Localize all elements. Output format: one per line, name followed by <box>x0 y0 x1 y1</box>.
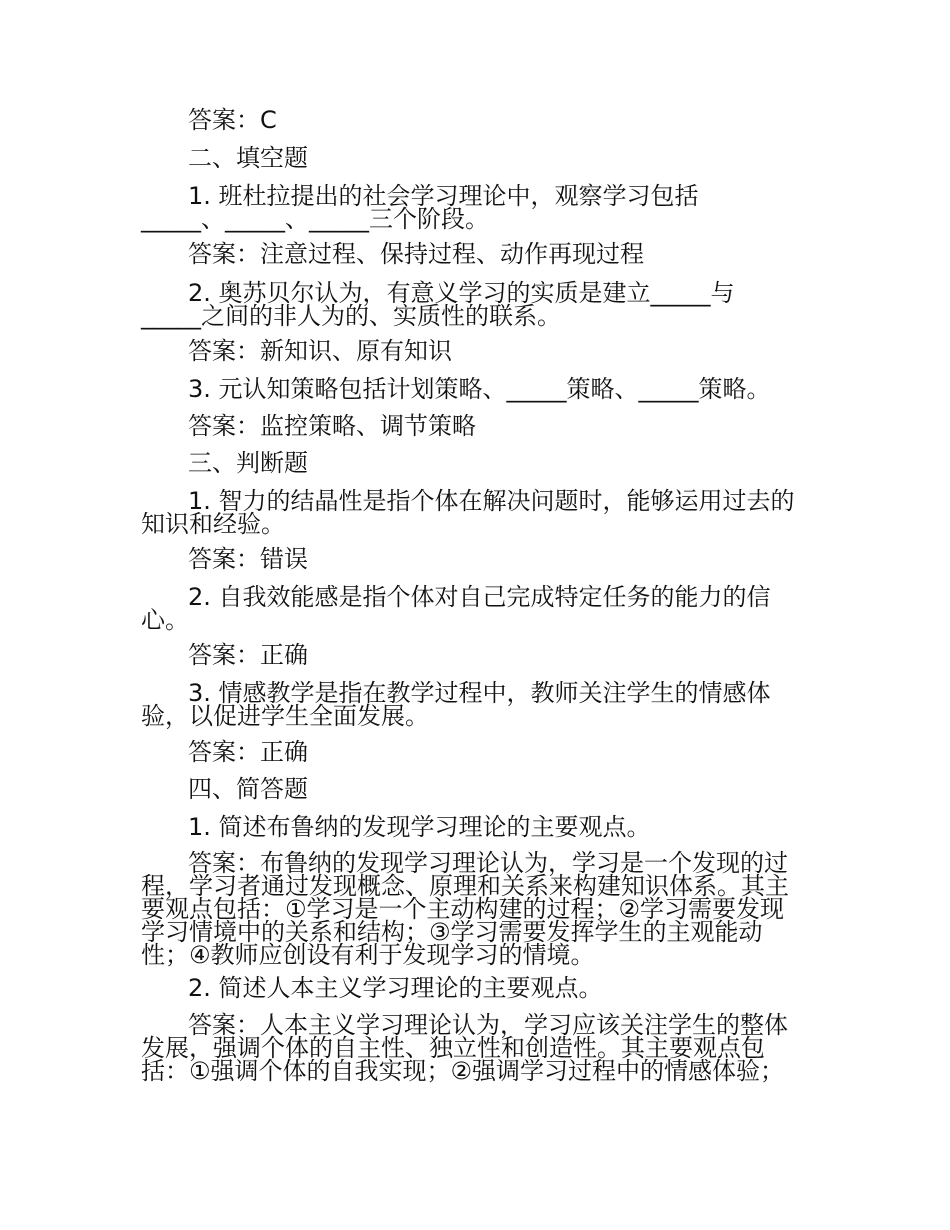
answer-line: 答案：正确 <box>188 738 308 766</box>
answer-paragraph-line: 括：①强调个体的自我实现；②强调学习过程中的情感体验； <box>141 1057 785 1085</box>
answer-line: 答案：正确 <box>188 641 308 669</box>
answer-paragraph-line: 发展，强调个体的自主性、独立性和创造性。其主要观点包 <box>141 1034 765 1062</box>
question-line: 验，以促进学生全面发展。 <box>141 702 429 730</box>
question-line: 2. 自我效能感是指个体对自己完成特定任务的能力的信 <box>188 583 771 611</box>
question-line: 1. 班杜拉提出的社会学习理论中，观察学习包括 <box>188 182 699 210</box>
section-heading-fill-in: 二、填空题 <box>188 144 308 172</box>
question-line: 知识和经验。 <box>141 510 285 538</box>
question-line: _____、_____、_____三个阶段。 <box>141 205 489 233</box>
answer-line: 答案：C <box>188 106 277 134</box>
question-line: 心。 <box>141 606 189 634</box>
section-heading-true-false: 三、判断题 <box>188 449 308 477</box>
answer-paragraph-line: 答案：人本主义学习理论认为，学习应该关注学生的整体 <box>188 1011 788 1039</box>
question-line: 1. 智力的结晶性是指个体在解决问题时，能够运用过去的 <box>188 487 795 515</box>
answer-paragraph-line: 答案：布鲁纳的发现学习理论认为，学习是一个发现的过 <box>188 849 788 877</box>
answer-line: 答案：新知识、原有知识 <box>188 337 452 365</box>
answer-paragraph-line: 学习情境中的关系和结构；③学习需要发挥学生的主观能动 <box>141 918 763 946</box>
answer-paragraph-line: 性；④教师应创设有利于发现学习的情境。 <box>141 941 595 969</box>
question-line: 2. 奥苏贝尔认为，有意义学习的实质是建立_____与 <box>188 279 735 307</box>
answer-paragraph-line: 要观点包括：①学习是一个主动构建的过程；②学习需要发现 <box>141 895 785 923</box>
question-line: 2. 简述人本主义学习理论的主要观点。 <box>188 974 603 1002</box>
answer-line: 答案：注意过程、保持过程、动作再现过程 <box>188 240 644 268</box>
question-line: 3. 情感教学是指在教学过程中，教师关注学生的情感体 <box>188 679 771 707</box>
section-heading-short-answer: 四、简答题 <box>188 775 308 803</box>
answer-paragraph-line: 程，学习者通过发现概念、原理和关系来构建知识体系。其主 <box>141 872 789 900</box>
answer-line: 答案：监控策略、调节策略 <box>188 412 476 440</box>
question-line: 3. 元认知策略包括计划策略、_____策略、_____策略。 <box>188 375 771 403</box>
question-line: 1. 简述布鲁纳的发现学习理论的主要观点。 <box>188 813 651 841</box>
answer-line: 答案：错误 <box>188 545 308 573</box>
question-line: _____之间的非人为的、实质性的联系。 <box>141 302 561 330</box>
